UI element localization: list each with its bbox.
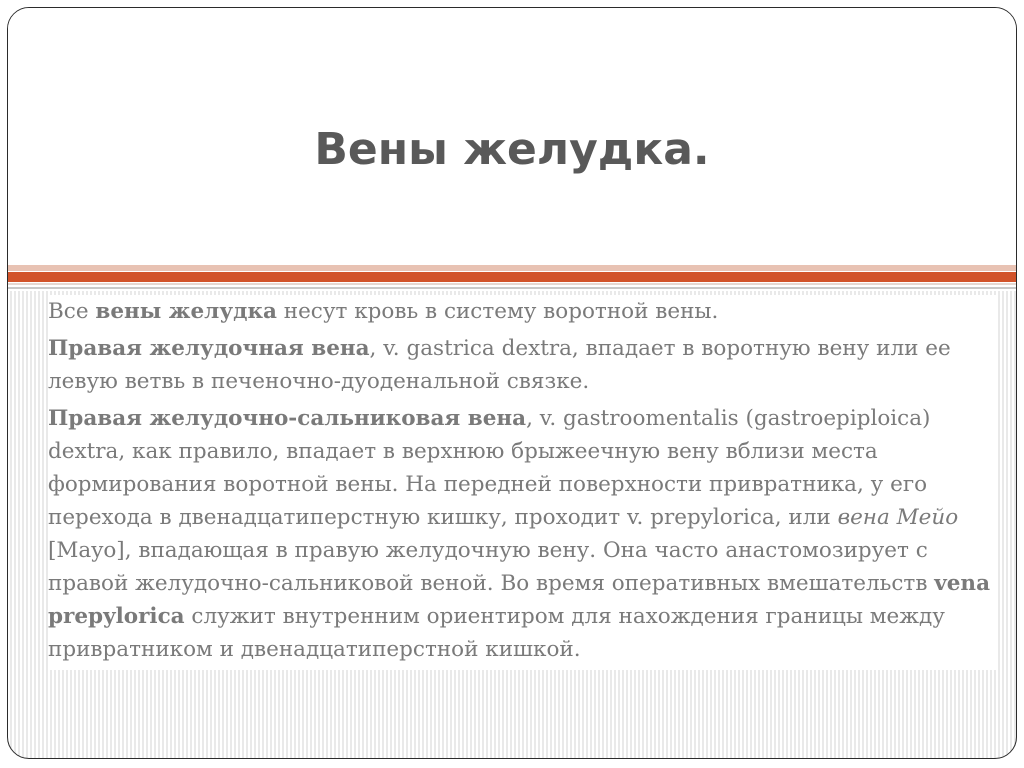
p3-bold-1: Правая желудочно-сальниковая вена [48,406,527,431]
p3-italic-1: вена Мейо [837,505,959,530]
p1-bold-1: вены желудка [95,299,277,324]
p3-text-3: служит внутренним ориентиром для нахождения границы между привратником и двенадцатиперстной кишкой. [48,604,945,662]
paragraph-3 [48,402,998,666]
slide-title: Вены желудка. [314,124,710,175]
p3-text-2: [Mayo], впадающая в правую желудочную вену. Она часто анастомозирует с правой желудочно-сальниковой веной. Во время оперативных вмешательств [48,538,935,596]
p3-bold-2: vena prepylorica [48,571,990,629]
title-area [8,8,1016,263]
slide [7,7,1017,759]
p3-text-1: , v. gastroomentalis (gastroepiploica) dextra, как правило, впадает в верхнюю брыжеечную вену вблизи места формирования воротной вены. На передней поверхности привратника, у его перехода в двенадцатиперстную кишку, проходит v. prepylorica, или [48,406,931,530]
p2-text-1: , v. gastrica dextra, впадает в воротную вену или ее левую ветвь в печеночно-дуоденальной связке. [48,336,951,394]
divider-stripe-light [8,265,1016,271]
paragraph-2 [48,332,998,398]
paragraph-1 [48,295,998,328]
divider-stripe-orange [8,272,1016,282]
p1-text-2: несут кровь в систему воротной вены. [276,299,719,324]
body-text [48,295,998,670]
p2-bold-1: Правая желудочная вена [48,336,370,361]
divider-stripe-gray [8,287,1016,289]
divider-stripe-thin [8,283,1016,285]
p1-text-1: Все [48,299,96,324]
